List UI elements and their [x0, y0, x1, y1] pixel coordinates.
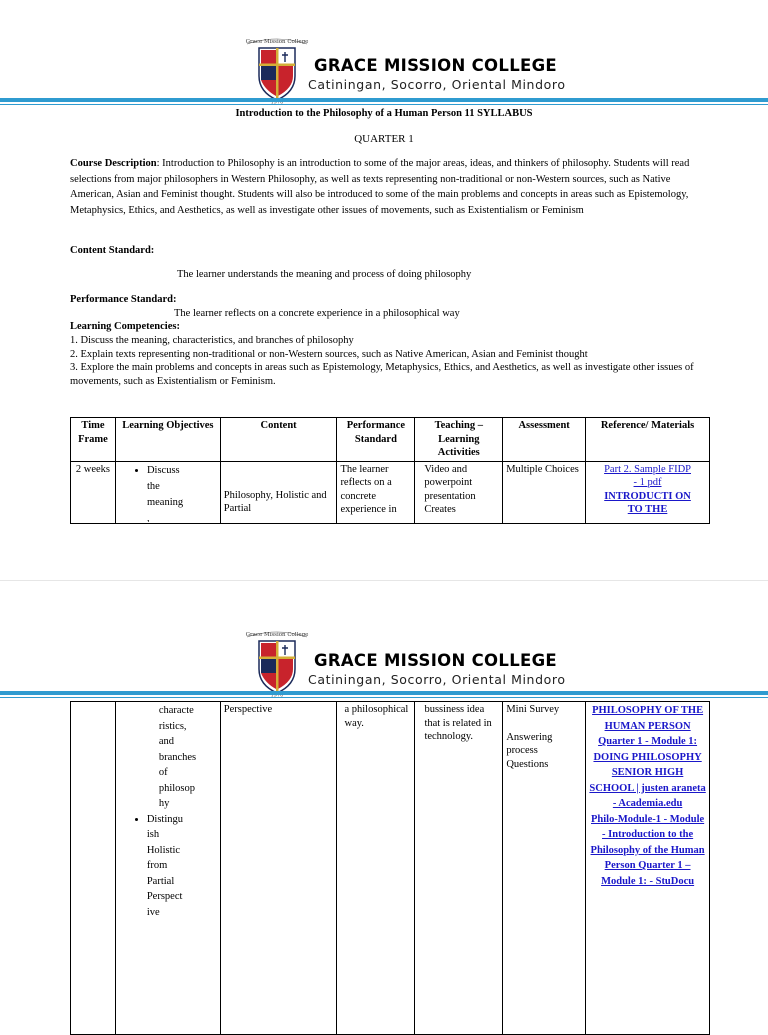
- learning-competencies-list: [70, 334, 710, 388]
- syllabus-title: Introduction to the Philosophy of a Human Person 11 SYLLABUS: [235, 108, 533, 119]
- competency-item: 1. Discuss the meaning, characteristics, and branches of philosophy: [70, 335, 354, 346]
- reference-cell: [589, 463, 706, 522]
- reference-link[interactable]: INTRODUCTI ON TO THE: [604, 490, 691, 515]
- competency-item: 2. Explain texts representing non-traditional or non-Western sources, such as Native American, Asian and Feminist thought: [70, 348, 588, 360]
- college-address: Catiningan, Socorro, Oriental Mindoro: [308, 672, 566, 687]
- syllabus-table-continued: [70, 701, 710, 1035]
- document-page-2: [0, 580, 768, 1025]
- college-name: GRACE MISSION COLLEGE: [314, 651, 557, 670]
- header-rule: [0, 98, 768, 102]
- activities-cell: [415, 702, 503, 1035]
- header-assessment: Assessment: [503, 418, 586, 462]
- table-header-row: [71, 418, 710, 462]
- header-content: Content: [220, 418, 337, 462]
- table-row: [71, 461, 710, 523]
- header-teaching-activities: Teaching – Learning Activities: [415, 418, 503, 462]
- objectives-cell: [115, 702, 220, 1035]
- seal-ring-text: Grace Mission College: [245, 39, 309, 45]
- objective-item: • Distingu ish Holistic from Partial Perspect ive: [147, 812, 187, 921]
- reference-link[interactable]: Philo-Module-1 - Module - Introduction to the Philosophy of the Human Person Quarter 1 – Module 1: - StuDocu: [590, 813, 705, 887]
- objectives-cell: [119, 463, 217, 522]
- content-cell: Philosophy, Holistic and Partial: [223, 489, 327, 514]
- header-rule-thin: [0, 697, 768, 698]
- reference-link[interactable]: Part 2. Sample FIDP - 1 pdf: [604, 463, 691, 488]
- performance-standard-label: Performance Standard:: [70, 294, 177, 305]
- header-time-frame: Time Frame: [71, 418, 116, 462]
- learning-competencies-label: Learning Competencies:: [70, 321, 180, 332]
- performance-cell: [337, 702, 415, 1035]
- page-header: [0, 581, 768, 686]
- content-standard-label: Content Standard:: [70, 245, 155, 256]
- content-standard-text: The learner understands the meaning and process of doing philosophy: [177, 269, 472, 280]
- objective-item: • Discuss the meaning ,: [147, 463, 187, 522]
- assessment-cell: [503, 702, 586, 1035]
- performance-standard-text: The learner reflects on a concrete experience in a philosophical way: [174, 308, 460, 319]
- activities-cell: Video and powerpoint presentation Creates: [424, 463, 476, 515]
- performance-text: a philosophical way.: [344, 704, 409, 729]
- reference-cell: [586, 702, 710, 1035]
- competency-item: 3. Explore the main problems and concepts in areas such as Epistemology, Metaphysics, Ethics, and Aesthetics, as well as investigate other issues of movements, such as Existentialism or Feminism.: [70, 362, 694, 387]
- reference-list: [589, 703, 706, 889]
- course-description-text: : Introduction to Philosophy is an introduction to some of the major areas, ideas, and thinkers of philosophy. Students will read selections from major philosophers in Western Philosophy, as well as texts representing non-traditional or non-Western sources, such as Native American, Asian and Feminist thought. Students will also be introduced to some of the main problems and concepts in areas such as Epistemology, Metaphysics, Ethics, and Aesthetics, as well as investigate other issues of movements, such as Existentialism or Feminism: [70, 158, 690, 216]
- syllabus-table: [70, 417, 710, 524]
- seal-ring-text: Grace Mission College: [245, 632, 309, 638]
- course-description: [70, 156, 700, 218]
- table-row: [71, 702, 710, 1035]
- assessment-cell: Multiple Choices: [506, 463, 579, 475]
- quarter-label: QUARTER 1: [354, 133, 414, 145]
- header-learning-objectives: Learning Objectives: [115, 418, 220, 462]
- header-performance-standard: Performance Standard: [337, 418, 415, 462]
- reference-link[interactable]: PHILOSOPHY OF THE HUMAN PERSON Quarter 1 - Module 1: DOING PHILOSOPHY SENIOR HIGH SCHOOL | justen araneta - Academia.edu: [589, 705, 706, 809]
- content-cell: Perspective: [220, 702, 337, 1035]
- assessment-item: Mini Survey: [506, 704, 560, 715]
- time-frame-cell: [71, 702, 116, 1035]
- objective-item-continued: characte ristics, and branches of philosop hy: [158, 705, 197, 809]
- performance-cell: The learner reflects on a concrete experience in: [340, 463, 397, 515]
- course-description-label: Course Description: [70, 158, 157, 169]
- header-rule-thin: [0, 104, 768, 105]
- college-seal-logo: [245, 36, 309, 104]
- time-frame-cell: 2 weeks: [75, 463, 111, 475]
- assessment-item: Answering process Questions: [506, 731, 553, 770]
- activities-text: bussiness idea that is related in technology.: [424, 704, 492, 742]
- college-name: GRACE MISSION COLLEGE: [314, 56, 557, 75]
- header-rule: [0, 691, 768, 695]
- college-address: Catiningan, Socorro, Oriental Mindoro: [308, 77, 566, 92]
- header-reference-materials: Reference/ Materials: [586, 418, 710, 462]
- college-seal-logo: [245, 629, 309, 697]
- page-header: [0, 0, 768, 105]
